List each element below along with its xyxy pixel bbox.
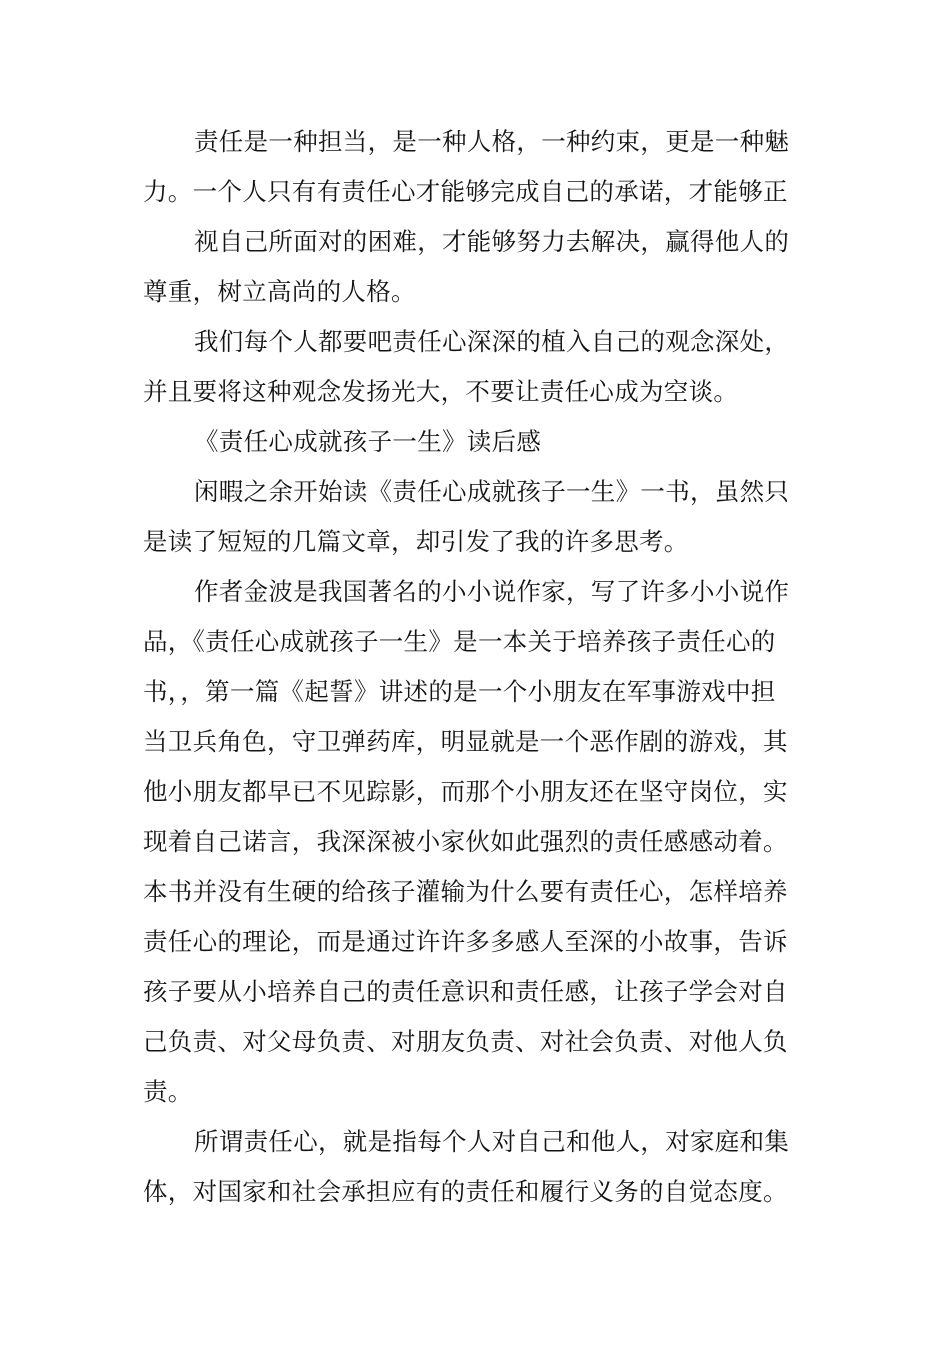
text-line: 并且要将这种观念发扬光大，不要让责任心成为空谈。 — [143, 377, 739, 406]
text-line: 尊重，树立高尚的人格。 — [143, 277, 416, 306]
text-line: 己负责、对父母负责、对朋友负责、对社会负责、对他人负 — [143, 1027, 788, 1056]
section-heading: 《责任心成就孩子一生》读后感 — [194, 427, 542, 456]
text-line: 作者金波是我国著名的小小说作家，写了许多小小说作 — [194, 577, 790, 606]
text-line: 视自己所面对的困难，才能够努力去解决，赢得他人的 — [194, 227, 790, 256]
text-line: 责。 — [143, 1077, 193, 1106]
text-line: 他小朋友都早已不见踪影，而那个小朋友还在坚守岗位，实 — [143, 777, 788, 806]
text-line: 本书并没有生硬的给孩子灌输为什么要有责任心，怎样培养 — [143, 877, 788, 906]
text-line: 现着自己诺言，我深深被小家伙如此强烈的责任感感动着。 — [143, 827, 788, 856]
text-line: 当卫兵角色，守卫弹药库，明显就是一个恶作剧的游戏，其 — [143, 727, 788, 756]
text-line: 力。一个人只有有责任心才能够完成自己的承诺，才能够正 — [143, 177, 788, 206]
text-line: 是读了短短的几篇文章，却引发了我的许多思考。 — [143, 527, 689, 556]
text-line: 孩子要从小培养自己的责任意识和责任感，让孩子学会对自 — [143, 977, 788, 1006]
text-line: 所谓责任心，就是指每个人对自己和他人，对家庭和集 — [194, 1127, 790, 1156]
text-line: 品，《责任心成就孩子一生》是一本关于培养孩子责任心的 — [143, 627, 776, 656]
text-line: 闲暇之余开始读《责任心成就孩子一生》一书，虽然只 — [194, 477, 790, 506]
text-line: 书，，第一篇《起誓》讲述的是一个小朋友在军事游戏中担 — [143, 677, 776, 706]
text-line: 体，对国家和社会承担应有的责任和履行义务的自觉态度。 — [143, 1177, 788, 1206]
text-line: 我们每个人都要吧责任心深深的植入自己的观念深处， — [194, 327, 790, 356]
text-line: 责任心的理论，而是通过许许多多感人至深的小故事，告诉 — [143, 927, 788, 956]
text-line: 责任是一种担当，是一种人格，一种约束，更是一种魅 — [194, 127, 790, 156]
